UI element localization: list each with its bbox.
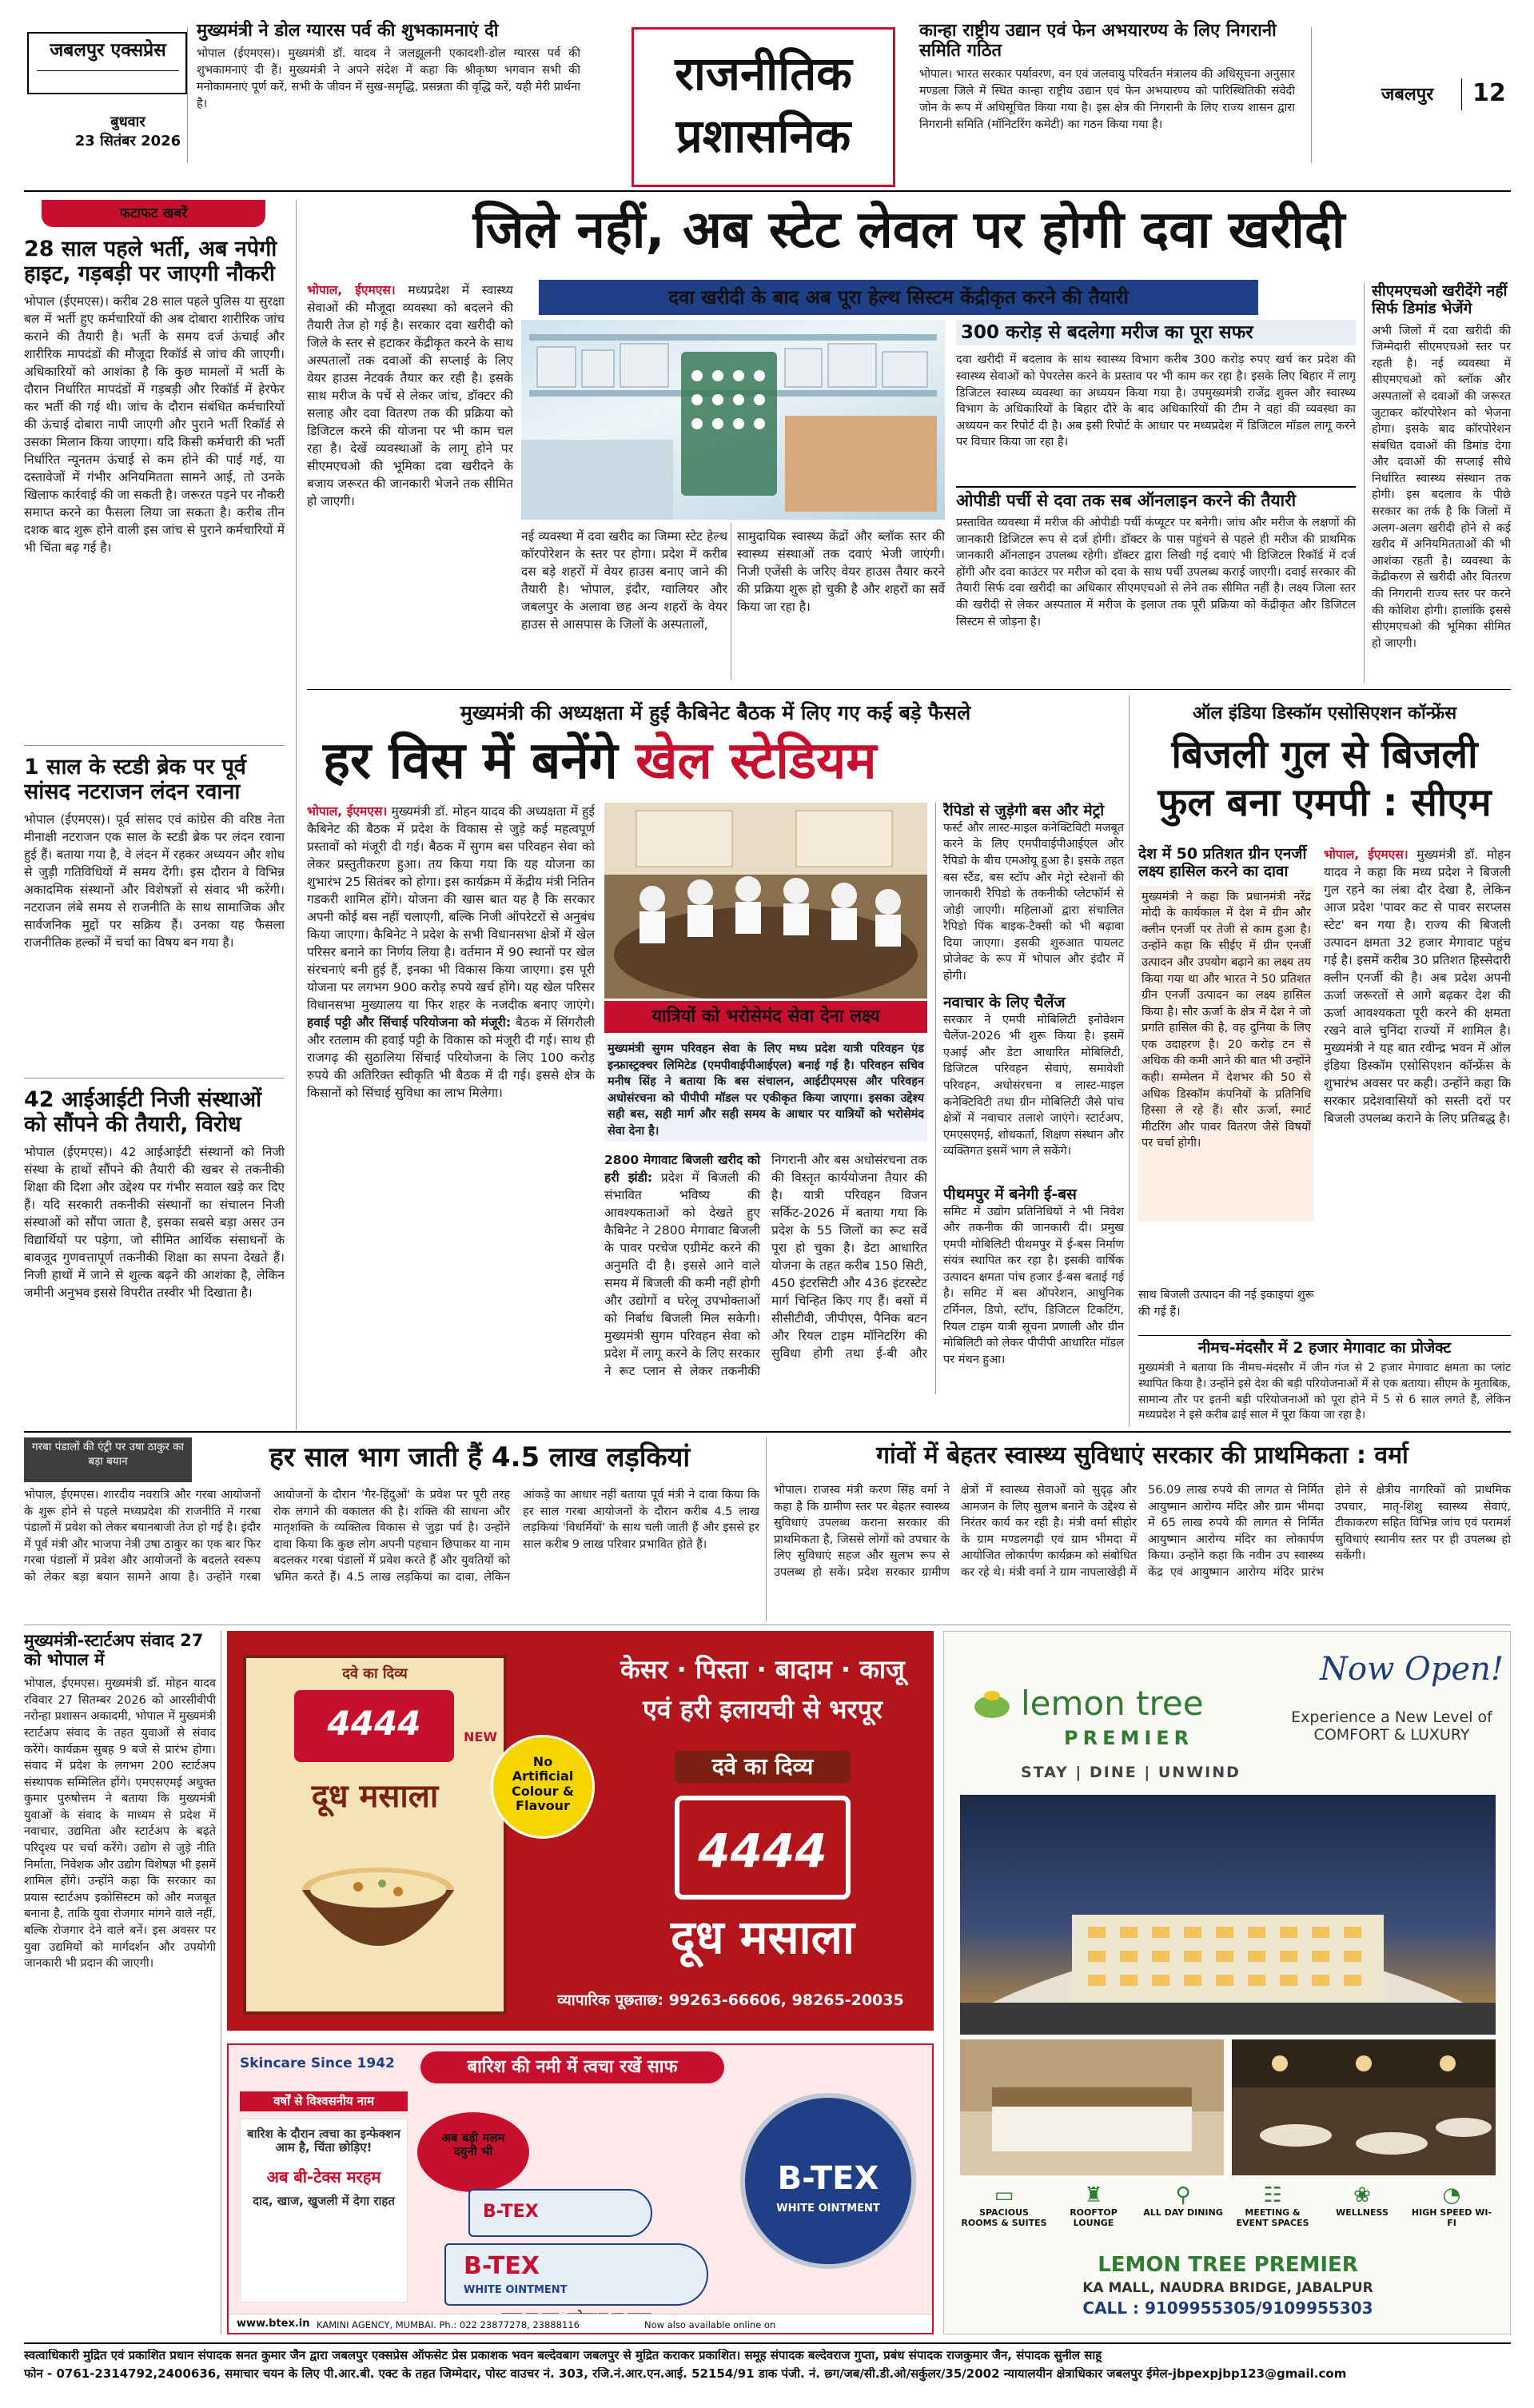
lounge-icon: ♜ bbox=[1084, 2183, 1103, 2207]
tube-sublabel: WHITE OINTMENT bbox=[464, 2284, 568, 2296]
cabinet-meeting-photo bbox=[604, 803, 927, 999]
btex-box-illustration bbox=[240, 2119, 408, 2302]
lead-box2-body: प्रस्तावित व्यवस्था में मरीज की ओपीडी पर्ची कंप्यूटर पर बनेगी। जांच और मरीज के लक्षणों की जानकारी डिजिटल रूप से दर्ज होगी। डॉक्टर के पास पहुंचने से पहले ही मरीज की प्राथमिक जानकारी ऑनलाइन उपलब्ध रहेगी। डॉक्टर द्वारा लिखी गई दवाएं भी डिजिटल रिकॉर्ड में दर्ज होंगी और दवा काउंटर पर मरीज को दवा के साथ पर्ची उपलब्ध कराई जाएगी। दवाई सरकार की तैयारी सिर्फ दवा खरीदी का अधिकार सीएमएचओ से लेने तक सीमित नहीं है। लक्ष्य जिला स्तर की खरीदी से लेकर अस्पताल में मरीज के इलाज तक पूरी प्रक्रिया को केंद्रीकृत और डिजिटल सिस्टम से जोड़ना है। bbox=[956, 516, 1356, 628]
cabinet-headline-black: हर विस में बनेंगे bbox=[323, 732, 618, 791]
btex-company: KAMINI AGENCY, MUMBAI. Ph.: 022 23877278, 23888116 bbox=[317, 2319, 580, 2330]
cabinet-story bbox=[307, 696, 1124, 1427]
neemuch-body: मुख्यमंत्री ने बताया कि नीमच-मंदसौर में जीन गंज से 2 हजार मेगावाट क्षमता का प्लांट स्थापित किया है। उन्होंने इसे देश की बड़ी परियोजनाओं में से एक बताया। सीएम के मुताबिक, सामान्य तौर पर इतनी बड़ी परियोजनाओं को पूरा होने में 5 से 6 साल लगते हैं, लेकिन मध्यप्रदेश ने इसे करीब ढाई साल में पूरा किया जा रहा है। bbox=[1138, 1361, 1511, 1421]
cabinet-headline bbox=[323, 732, 876, 791]
wellness-icon: ❀ bbox=[1353, 2183, 1371, 2207]
teaser-left-headline: मुख्यमंत्री ने डोल ग्यारस पर्व की शुभकामनाएं दी bbox=[197, 21, 499, 41]
btex-line3: दाद, खाज, खुजली में देगा राहत bbox=[253, 2193, 395, 2208]
hotel-contact-block bbox=[1040, 2254, 1416, 2327]
hotel-pillars: STAY | DINE | UNWIND bbox=[1021, 1764, 1241, 1781]
btex-since: Skincare Since 1942 bbox=[240, 2055, 395, 2071]
feature-label: ALL DAY DINING bbox=[1143, 2207, 1223, 2218]
lead-headline: जिले नहीं, अब स्टेट लेवल पर होगी दवा खरीदी bbox=[472, 201, 1345, 260]
power-box-title: देश में 50 प्रतिशत ग्रीन एनर्जी लक्ष्य हासिल करने का दावा bbox=[1138, 845, 1307, 880]
feature-label: SPACIOUS ROOMS & SUITES bbox=[961, 2207, 1047, 2228]
lead-col1 bbox=[307, 281, 513, 681]
masala-tagline1: केसर · पिस्ता · बादाम · काजू bbox=[620, 1654, 905, 1684]
power-headline: बिजली गुल से बिजली फुल बना एमपी : सीएम bbox=[1157, 732, 1492, 825]
cabinet-col2 bbox=[604, 1151, 927, 1391]
cabinet-right-body3: समिट में उद्योग प्रतिनिधियों ने भी निवेश और तकनीक की जानकारी दी। प्रमुख एमपी मोबिलिटी पीथमपुर में ई-बस निर्माण संयंत्र स्थापित कर रहा है। इसकी वार्षिक उत्पादन क्षमता पांच हजार ई-बस बताई गई है। समिट में बस ऑपरेशन, आधुनिक टर्मिनल, डिपो, स्टॉप, डिजिटल टिकटिंग, रियल टाइम यात्री सूचना प्रणाली और ग्रीन मोबिलिटी को लेकर पीपीपी आधारित मॉडल पर मंथन हुआ। bbox=[943, 1205, 1124, 1366]
masala-brand-top: दवे का दिव्य bbox=[675, 1751, 851, 1783]
teaser-left bbox=[197, 21, 580, 113]
lead-box1-title: 300 करोड़ से बदलेगा मरीज का पूरा सफर bbox=[956, 320, 1356, 345]
masala-brand-number: 4444 bbox=[698, 1824, 827, 1878]
brief-item bbox=[24, 755, 285, 1058]
briefs-label: फटाफट खबरें bbox=[42, 200, 265, 227]
lead-box1-body: दवा खरीदी में बदलाव के साथ स्वास्थ्य विभाग करीब 300 करोड़ रुपए खर्च कर प्रदेश की स्वास्थ्य सेवाओं को पेपरलेस करने के प्रस्ताव पर भी काम कर रहा है। इसके लिए बिहार में लागू डिजिटल स्वास्थ्य व्यवस्था का अध्ययन किया गया है। उपमुख्यमंत्री राजेंद्र शुक्ल और स्वास्थ्य विभाग के अधिकारियों के बिहार दौरे के बाद अधिकारियों की टीम ने वहां की व्यवस्था का अध्ययन कर रिपोर्ट दी है। अब इसी रिपोर्ट के आधार पर मध्यप्रदेश में डिजिटल मॉडल लागू करने पर विचार किया जा रहा है। bbox=[956, 353, 1356, 449]
btex-tube-small bbox=[468, 2189, 652, 2237]
cabinet-right-body1: फर्स्ट और लास्ट-माइल कनेक्टिविटी मजबूत करने के लिए एमपीवाईपीआईएल और रैपिडो के बीच एमओयू हुआ है। इसके तहत बस स्टैंड, बस स्टॉप और मेट्रो स्टेशनों की जानकारी रैपिडो के तकनीकी प्लेटफॉर्म से जोड़ी जाएगी। महिलाओं द्वारा संचालित रैपिडो पिंक बाइक-टैक्सी को भी बढ़ावा दिया जाएगा। इसकी शुरुआत पायलट प्रोजेक्ट के रूप में भोपाल और इंदौर में होगी। bbox=[943, 821, 1124, 983]
cabinet-col2-text: प्रदेश में बिजली की संभावित भविष्य की आवश्यकताओं को देखते हुए कैबिनेट ने 2800 मेगावाट बिजली के पावर परचेज एग्रीमेंट करने की अनुमति दी है। इससे आने वाले समय में बिजली की कमी नहीं होगी और उद्योगों व घरेलू उपभोक्ताओं को निर्बाध बिजली मिल सकेगी। मुख्यमंत्री सुगम परिवहन सेवा को प्रदेश में लागू करने के लिए सरकार ने रूट प्लान से लेकर तकनीकी निगरानी और बस अधोसंरचना तक की विस्तृत कार्ययोजना तैयार की है। यात्री परिवहन विजन सर्किट-2026 में बताया गया कि प्रदेश के 55 जिलों का रूट सर्वे पूरा हो चुका है। डेटा आधारित योजना के तहत करीब 150 सिटी, 450 इंटरसिटी और 436 इंटरस्टेट मार्ग चिन्हित किए गए हैं। बसों में सीसीटीवी, जीपीएस, पैनिक बटन और रियल टाइम मॉनिटरिंग की सुविधा होगी तथा ई-बी और bbox=[604, 1153, 927, 1378]
brief-item bbox=[24, 1087, 285, 1407]
power-kicker: ऑल इंडिया डिस्कॉम एसोसिएशन कॉन्फ्रेंस bbox=[1192, 704, 1457, 724]
brief-body: भोपाल (ईएमएस)। 42 आईआईटी संस्थानों को निजी संस्था के हाथों सौंपने की तैयारी की खबर से तकनीकी शिक्षा की दिशा और उद्देश्य पर गंभीर सवाल खड़े कर दिए हैं। यदि सरकारी तकनीकी संस्थानों का संचालन निजी संस्थाओं को सौंपा जाता है, इसका सबसे बड़ा असर उन विद्यार्थियों पर पड़ेगा, जो सीमित आर्थिक संसाधनों के बावजूद गुणवत्तापूर्ण तकनीकी शिक्षा का सपना देखते हैं। निजी हाथों में जाने से शुल्क बढ़ने की आशंका है, लेकिन जमीनी अनुभव इससे विपरीत तस्वीर भी दिखाता है। bbox=[24, 1145, 285, 1301]
hotel-room-photo bbox=[960, 2039, 1224, 2175]
tube-label: B-TEX bbox=[483, 2202, 539, 2222]
cabinet-right-col bbox=[943, 803, 1124, 1394]
lemon-leaf-icon bbox=[968, 1680, 1016, 1728]
lead-box1 bbox=[956, 320, 1356, 492]
imprint-line2: फोन - 0761-2314792,2400636, समाचार चयन के लिए पी.आर.बी. एक्ट के तहत जिम्मेदार, पोस्ट वाउचर नं. 303, रजि.नं.आर.एन.आई. 52154/91 डाक पंजी. नं. छ्ग/जब/सी.डी.ओ/सर्कुलर/35/2002 न्यायालयीन क्षेत्राधिकार जबलपुर ईमेल-jbpexpjbp123@gmail.com bbox=[24, 2367, 1347, 2382]
btex-balloon bbox=[417, 2112, 529, 2192]
teaser-right-body: भोपाल। भारत सरकार पर्यावरण, वन एवं जलवायु परिवर्तन मंत्रालय की अधिसूचना अनुसार मण्डला जिले में स्थित कान्हा राष्ट्रीय उद्यान एवं फेन अभयारण्य को पारिस्थितिकी संवेदी जोन के रूप में अधिसूचित किया गया है। इस क्षेत्र की निगरानी के लिए राज्य शासन द्वारा निगरानी समिति (मॉनिटरिंग कमेटी) का गठन किया गया है। bbox=[919, 67, 1295, 131]
girls-tag: गरबा पंडालों की एंट्री पर उषा ठाकुर का बड़ा बयान bbox=[24, 1437, 192, 1482]
girls-body: भोपाल, ईएमएस। शारदीय नवरात्रि और गरबा आयोजनों के शुरू होने से पहले मध्यप्रदेश की राजनीति में गरबा पंडालों में प्रवेश को लेकर बयानबाजी तेज हो गई है। इंदौर में पूर्व मंत्री और भाजपा नेत्री उषा ठाकुर का एक बार फिर गरबा पंडालों में प्रवेश और आयोजनों के बदलते स्वरूप को लेकर बड़ा बयान सामने आया है। उन्होंने गरबा आयोजनों के दौरान 'गैर-हिंदुओं' के प्रवेश पर पूरी तरह रोक लगाने की वकालत की है। शक्ति की साधना और मातृशक्ति के व्यक्तित्व विकास से जुड़ा पर्व है। उन्होंने दावा किया कि कुछ लोग अपनी पहचान छिपाकर या नाम बदलकर गरबा पंडालों में प्रवेश करते हैं और युवतियों को भ्रमित करते हैं। 4.5 लाख लड़कियां का दावा, लेकिन आंकड़े का आधार नहीं बताया पूर्व मंत्री ने दावा किया कि हर साल गरबा आयोजनों के दौरान करीब 4.5 लाख लड़कियां 'विधर्मियों' के साथ चली जाती हैं और इससे हर साल करीब 9 लाख परिवार प्रभावित होते हैं। bbox=[24, 1489, 759, 1584]
masala-pack bbox=[243, 1655, 507, 2015]
cabinet-right-subhead2: नवाचार के लिए चैलेंज bbox=[943, 993, 1066, 1011]
lead-dateline: भोपाल, ईएमएस। bbox=[307, 283, 396, 297]
hotel-logo-icon bbox=[968, 1680, 1016, 1728]
brief-headline: 42 आईआईटी निजी संस्थाओं को सौंपने की तैयारी, विरोध bbox=[24, 1087, 262, 1138]
hotel-building bbox=[960, 1795, 1496, 2035]
btex-online: Now also available online on bbox=[644, 2319, 776, 2330]
hotel-exterior-photo bbox=[960, 1795, 1496, 2035]
hotel-address: KA MALL, NAUDRA BRIDGE, JABALPUR bbox=[1082, 2279, 1373, 2296]
feature-item bbox=[1408, 2183, 1496, 2228]
startup-headline: मुख्यमंत्री-स्टार्टअप संवाद 27 को भोपाल में bbox=[24, 1631, 204, 1670]
lead-sidebar-title: सीएमएचओ खरीदेंगे नहीं सिर्फ डिमांड भेजेंगे bbox=[1372, 282, 1508, 317]
btex-bottom-bar bbox=[229, 2314, 934, 2334]
btex-web: www.btex.in bbox=[237, 2318, 310, 2330]
restaurant-illustration bbox=[1232, 2039, 1496, 2175]
masala-contact: व्यापारिक पूछताछ: 99263-66606, 98265-20035 bbox=[557, 1991, 904, 2009]
cabinet-col1-subbody: बैठक में सिंगरौली और रतलाम की हवाई पट्टी के विकास को मंजूरी दी गई। साथ ही राजगढ़ की सुठालिया सिंचाई परियोजना के लिए 100 करोड़ रुपये की अतिरिक्त स्वीकृति भी बैठक में दी गई। इससे क्षेत्र के किसानों को सिंचाई सुविधा का लाभ मिलेगा। bbox=[307, 1015, 595, 1100]
cabinet-caption-body: मुख्यमंत्री सुगम परिवहन सेवा के लिए मध्य प्रदेश यात्री परिवहन एंड इन्फ्रास्ट्रक्चर लिमिटेड (एमपीवाईपीआईएल) बनाई गई है। परिवहन सचिव मनीष सिंह ने बताया कि बस संचालन, आईटीएमएस और परिवहन अधोसंरचना को पीपीपी मॉडल पर एकीकृत किया जाएगा। इसका उद्देश्य सही बस, सही मार्ग और सही समय के आधार पर यात्रियों को भरोसेमंद सेवा देना है। bbox=[604, 1038, 927, 1142]
btex-line2: अब बी-टेक्स मरहम bbox=[266, 2167, 381, 2187]
teaser-left-body: भोपाल (ईएमएस)। मुख्यमंत्री डॉ. यादव ने जलझूलनी एकादशी-डोल ग्यारस पर्व की शुभकामनाएं दी हैं। मुख्यमंत्री ने अपने संदेश में कहा कि श्रीकृष्ण भगवान सभी की मनोकामनाएं पूर्ण करें, सभी के जीवन में सुख-समृद्धि, प्रसन्नता की वृद्धि करें, यही मेरी प्रार्थना है। bbox=[197, 47, 580, 111]
pack-product: दूध मसाला bbox=[311, 1778, 439, 1815]
masala-brand-logo bbox=[675, 1796, 851, 1900]
pack-logo bbox=[294, 1690, 454, 1762]
brief-headline: 1 साल के स्टडी ब्रेक पर पूर्व सांसद नटराजन लंदन रवाना bbox=[24, 755, 246, 805]
masthead bbox=[0, 0, 1534, 192]
no-artificial-badge bbox=[491, 1735, 595, 1839]
hotel-restaurant-photo bbox=[1232, 2039, 1496, 2175]
cabinet-right-body2: सरकार ने एमपी मोबिलिटी इनोवेशन चैलेंज-2026 भी शुरू किया है। इसमें एआई और डेटा आधारित मोबिलिटी, डिजिटल परिवहन सेवाएं, समावेशी परिवहन, अधोसंरचना व लास्ट-माइल कनेक्टिविटी तथा ग्रीन मोबिलिटी जैसे पांच क्षेत्रों में नवाचार तलाशे जाएंगे। स्टार्टअप, एमएसएमई, शोधकर्ता, शिक्षण संस्थान और व्यक्तिगत इसमें भाग ले सकेंगे। bbox=[943, 1013, 1124, 1158]
power-tail: साथ बिजली उत्पादन की नई इकाइयां शुरू की गई हैं। bbox=[1138, 1289, 1314, 1318]
masala-product: दूध मसाला bbox=[671, 1910, 855, 1964]
hotel-now-open: Now Open! bbox=[1320, 1651, 1504, 1688]
badge-line: No bbox=[532, 1754, 553, 1769]
lead-col2: नई व्यवस्था में दवा खरीद का जिम्मा स्टेट हेल्थ कॉरपोरेशन के स्तर पर होगा। प्रदेश में करीब दस बड़े शहरों में वेयर हाउस बनाए जाने की तैयारी है। भोपाल, इंदौर, ग्वालियर और जबलपुर के अलावा छह अन्य शहरों के वेयर हाउस से आसपास के जिलों के अस्पतालों, bbox=[521, 529, 727, 632]
health-body: भोपाल। राजस्व मंत्री करण सिंह वर्मा ने कहा है कि ग्रामीण स्तर पर बेहतर स्वास्थ्य सुविधाएं उपलब्ध कराना सरकार की प्राथमिकता है, जिससे लोगों को उपचार के लिए सुविधाएं सहज और सुलभ रूप से उपलब्ध हो सकें। प्रदेश सरकार ग्रामीण क्षेत्रों में स्वास्थ्य सेवाओं को सुदृढ़ और आमजन के लिए सुलभ बनाने के उद्देश्य से निरंतर कार्य कर रही है। मंत्री वर्मा सीहोर के ग्राम मण्डलगढ़ी एवं ग्राम भीमदा में आयोजित लोकार्पण कार्यक्रम को संबोधित कर रहे थे। मंत्री वर्मा ने ग्राम नापलाखेड़ी में 56.09 लाख रुपये की लागत से निर्मित आयुष्मान आरोग्य मंदिर और ग्राम भीमदा में 65 लाख रुपये की लागत से निर्मित आयुष्मान आरोग्य मंदिर का लोकार्पण किया। उन्होंने कहा कि नवीन उप स्वास्थ्य केंद्र एवं आयुष्मान आरोग्य मंदिर प्रारंभ होने से क्षेत्रीय नागरिकों को प्राथमिक उपचार, मातृ-शिशु स्वास्थ्य सेवाएं, टीकाकरण सहित विभिन्न जांच एवं परामर्श सुविधाएं स्थानीय स्तर पर ही उपलब्ध हो सकेंगी। bbox=[774, 1484, 1511, 1579]
imprint-footer bbox=[24, 2349, 1511, 2400]
health-story bbox=[774, 1437, 1511, 1621]
masala-tagline2: एवं हरी इलायची से भरपूर bbox=[643, 1694, 883, 1724]
briefs-column bbox=[24, 200, 285, 1427]
lead-story bbox=[307, 200, 1511, 775]
tube-label: B-TEX bbox=[464, 2252, 540, 2280]
issue-day: बुधवार bbox=[110, 114, 145, 130]
feature-item bbox=[1139, 2183, 1227, 2218]
feature-item bbox=[1050, 2183, 1138, 2228]
cabinet-dateline: भोपाल, ईएमएस। bbox=[307, 804, 388, 819]
badge-line: Colour & bbox=[511, 1783, 574, 1799]
pack-brand-top: दवे का दिव्य bbox=[342, 1665, 408, 1682]
health-headline: गांवों में बेहतर स्वास्थ्य सुविधाएं सरकार की प्राथमिकता : वर्मा bbox=[876, 1441, 1408, 1469]
cabinet-col1 bbox=[307, 803, 595, 1314]
power-col1 bbox=[1324, 846, 1511, 1326]
cabinet-photo-caption: यात्रियों को भरोसेमंद सेवा देना लक्ष्य bbox=[604, 1001, 927, 1033]
badge-line: Artificial bbox=[512, 1768, 574, 1784]
pharmacy-photo bbox=[521, 320, 945, 520]
brief-item bbox=[24, 237, 285, 740]
lead-sidebar-body: अभी जिलों में दवा खरीदी की जिम्मेदारी सीएमएचओ स्तर पर रहती है। नई व्यवस्था में सीएमएचओ को ब्लॉक और अस्पतालों से दवाओं की जरूरत जुटाकर कॉरपोरेशन को भेजना होगा। इसके बाद कॉरपोरेशन संबंधित दवाओं की डिमांड देगा और दवाओं की सप्लाई सीधे निर्धारित स्वास्थ्य संस्थान तक होगी। इस बदलाव के पीछे सरकार का तर्क है कि जिलों में अलग-अलग खरीदी होने से कई खरीद में अनियमितताओं की भी आशंका रहती है। व्यवस्था के केंद्रीकरण से खरीदी और वितरण की निगरानी राज्य स्तर पर करने की कोशिश होगी। हालांकि इससे सीएमएचओ की भूमिका सीमित हो जाएगी। bbox=[1372, 324, 1511, 650]
startup-body: भोपाल, ईएमएस। मुख्यमंत्री डॉ. मोहन यादव रविवार 27 सितम्बर 2026 को आरसीवीपी नरोन्हा प्रशासन अकादमी, भोपाल में मुख्यमंत्री स्टार्टअप संवाद के तहत युवाओं से संवाद करेंगे। कार्यक्रम सुबह 9 बजे से प्रारंभ होगा। संवाद में प्रदेश के लगभग 200 स्टार्टअप संस्थापक सम्मिलित होंगे। एमएसएमई अधुक्त कुमार पुरुषोत्तम ने बताया कि मुख्यमंत्री युवाओं के संवाद के माध्यम से प्रदेश में नवाचार, उद्यमिता और स्टार्टअप के बढ़ते परिदृश्य पर चर्चा करेंगे। उद्योग से जुड़े नीति निर्माता, निवेशक और उद्योग विशेषज्ञ भी इसमें शामिल होंगे। उन्होंने कहा कि सरकार का प्रयास स्टार्टअप इकोसिस्टम को और मजबूत बनाना है, ताकि युवा रोजगार मांगने वाले नहीं, बल्कि रोजगार देने वाले बनें। इस अवसर पर युवा उद्यमियों को मार्गदर्शन और उपयोगी जानकारी भी प्रदान की जाएगी। bbox=[24, 1677, 216, 1971]
girls-headline: हर साल भाग जाती हैं 4.5 लाख लड़कियां bbox=[269, 1441, 691, 1473]
ad-lemon-tree bbox=[943, 1631, 1511, 2334]
brief-body: भोपाल (ईएमएस)। करीब 28 साल पहले पुलिस या सुरक्षा बल में भर्ती हुए कर्मचारियों की अब दोबारा शारीरिक जांच कराने की तैयारी है। भर्ती के समय दर्ज ऊंचाई और शारीरिक मापदंडों की मौजूदा रिकॉर्ड से जांच की जाएगी। अधिकारियों को आशंका है कि कुछ मामलों में भर्ती के दौरान निर्धारित मापदंडों में गड़बड़ी और रिकॉर्ड में हेरफेर कर भर्ती की गई थी। जांच के दौरान संबंधित कर्मचारियों की ऊंचाई दोबारा नापी जाएगी और पुराने भर्ती रिकॉर्ड से उसका मिलान किया जाएगा। यदि किसी कर्मचारी की भर्ती निर्धारित न्यूनतम ऊंचाई से कम होने की पाई गई, या दस्तावेजों में गंभीर अनियमितता सामने आई, तो उनके खिलाफ कार्रवाई की जा सकती है। जरूरत पड़ने पर नौकरी समाप्त करने का फैसला लिया जा सकता है। करीब तीन दशक बाद शुरू होने वाली इस जांच से पुराने कर्मचारियों में भी चिंता बढ़ गई है। bbox=[24, 294, 285, 556]
lead-col3: सामुदायिक स्वास्थ्य केंद्रों और ब्लॉक स्तर की स्वास्थ्य संस्थाओं तक दवाएं भेजी जाएंगी। निजी एजेंसी के जरिए वेयर हाउस तैयार करने की प्रक्रिया शुरू हो चुकी है और शहरों का सर्वे किया जा रहा है। bbox=[737, 529, 945, 614]
btex-line1: बारिश के दौरान त्वचा का इन्फेक्शन आम है, चिंता छोड़िए! bbox=[247, 2127, 400, 2155]
power-story bbox=[1138, 696, 1511, 1427]
tin-sublabel: WHITE OINTMENT bbox=[776, 2203, 880, 2215]
feature-item bbox=[960, 2183, 1048, 2228]
section-title-box bbox=[632, 27, 895, 187]
pack-bowl bbox=[294, 1834, 462, 1986]
hotel-tagline: Experience a New Level of COMFORT & LUXURY bbox=[1291, 1708, 1492, 1744]
hotel-tier: PREMIER bbox=[1064, 1727, 1194, 1749]
teaser-right-headline: कान्हा राष्ट्रीय उद्यान एवं फेन अभयारण्य के लिए निगरानी समिति गठित bbox=[919, 21, 1277, 62]
neemuch-title: नीमच-मंदसौर में 2 हजार मेगावाट का प्रोजेक्ट bbox=[1197, 1339, 1452, 1357]
btex-balloon-text: अब बड़ी मलम दयुनी भी bbox=[441, 2131, 505, 2159]
startup-story bbox=[24, 1631, 216, 2334]
pharmacy-illustration bbox=[521, 320, 945, 520]
badge-line: Flavour bbox=[516, 1798, 570, 1814]
teaser-right bbox=[919, 21, 1295, 134]
brief-headline: 28 साल पहले भर्ती, अब नपेगी हाइट, गड़बड़ी पर जाएगी नौकरी bbox=[24, 237, 277, 287]
btex-headline: बारिश की नमी में त्वचा रखें साफ bbox=[420, 2051, 724, 2083]
paper-name: जबलपुर एक्सप्रेस bbox=[50, 40, 166, 61]
feature-label: MEETING & EVENT SPACES bbox=[1236, 2207, 1309, 2228]
cabinet-right-subhead3: पीथमपुर में बनेगी ई-बस bbox=[943, 1185, 1077, 1203]
ad-doodh-masala bbox=[227, 1631, 934, 2031]
btex-tube-large bbox=[444, 2243, 708, 2306]
cabinet-kicker: मुख्यमंत्री की अध्यक्षता में हुई कैबिनेट बैठक में लिए गए कई बड़े फैसले bbox=[460, 701, 971, 724]
room-illustration bbox=[960, 2039, 1224, 2175]
cabinet-headline-red: खेल स्टेडियम bbox=[636, 732, 877, 791]
pack-logo-number: 4444 bbox=[327, 1704, 421, 1743]
power-box bbox=[1138, 846, 1314, 1222]
feature-label: WELLNESS bbox=[1336, 2207, 1389, 2218]
section-title-line2: प्रशासनिक bbox=[675, 109, 851, 163]
paper-logo bbox=[27, 32, 187, 94]
meeting-illustration bbox=[604, 803, 927, 999]
power-col1-text: मुख्यमंत्री डॉ. मोहन यादव ने कहा कि मध्य प्रदेश ने बिजली गुल रहने का लंबा दौर देखा है, लेकिन आज प्रदेश 'पावर कट से पावर सरप्लस स्टेट' बन गया है। राज्य की बिजली उत्पादन क्षमता 32 हजार मेगावाट पहुंच गई है। इसमें करीब 30 प्रतिशत हिस्सेदारी क्लीन एनर्जी की है। अब प्रदेश अपनी ऊर्जा जरूरतों से आगे बढ़कर देश की ऊर्जा आवश्यकता पूरी करने की क्षमता रखने वाले चुनिंदा राज्यों में शामिल है। मुख्यमंत्री ने यह बात रवीन्द्र भवन में ऑल इंडिया डिस्कॉम एसोसिएशन कॉन्फ्रेंस के शुभारंभ अवसर पर कही। उन्होंने कहा कि सरकार प्रदेशवासियों को सस्ती दरों पर बिजली उपलब्ध कराने के लिए प्रतिबद्ध है। bbox=[1324, 847, 1511, 1126]
feature-label: HIGH SPEED WI-FI bbox=[1411, 2207, 1492, 2228]
lead-box2-title: ओपीडी पर्ची से दवा तक सब ऑनलाइन करने की तैयारी bbox=[956, 486, 1356, 510]
feature-item bbox=[1229, 2183, 1317, 2228]
cabinet-col1-text: मुख्यमंत्री डॉ. मोहन यादव की अध्यक्षता में हुई कैबिनेट की बैठक में प्रदेश के विकास से जुड़े कई महत्वपूर्ण प्रस्तावों को मंजूरी दी गई। बैठक में सुगम बस परिवहन सेवा को लेकर प्रस्तुतीकरण हुआ। तय किया गया कि यह योजना का शुभारंभ 25 सितंबर को होगा। इस कार्यक्रम में केंद्रीय मंत्री नितिन गडकरी शामिल होंगे। योजना की खास बात यह है कि सरकार अपनी कोई बस नहीं चलाएगी, बल्कि निजी ऑपरेटरों से अनुबंध किया जाएगा। कैबिनेट ने प्रदेश के सभी विधानसभा क्षेत्रों में खेल परिसर बनाने का निर्णय लिया है। वर्तमान में 90 स्थानों पर खेल संरचनाएं बनी हुई हैं, इनका भी विकास किया जाएगा। इस पूरी योजना पर लगभग 900 करोड़ रुपये खर्च होंगे। यह खेल परिसर विधानसभा मुख्यालय या फिर शहर के नजदीक बनाए जाएंगे। bbox=[307, 804, 595, 1012]
power-box-body: मुख्यमंत्री ने कहा कि प्रधानमंत्री नरेंद्र मोदी के कार्यकाल में देश में ग्रीन और क्लीन एनर्जी पर तेजी से काम हुआ है। उन्होंने कहा कि सीईए में ग्रीन एनर्जी उत्पादन और उपयोग बढ़ाने का लक्ष्य तय किया गया था और भारत ने 50 प्रतिशत ग्रीन एनर्जी उत्पादन का लक्ष्य हासिल किया है। सौर ऊर्जा के क्षेत्र में देश ने जो प्रगति हासिल की है, वह दुनिया के लिए एक उदाहरण है। 20 करोड़ टन से अधिक की कमी आने की बात भी उन्होंने कही। सम्मेलन में देशभर की 50 से अधिक डिस्कॉम कंपनियों के प्रतिनिधि हिस्सा ले रहे हैं। सौर ऊर्जा, स्मार्ट मीटरिंग और पावर वितरण जैसे विषयों पर चर्चा होगी। bbox=[1138, 886, 1314, 1222]
feature-label: ROOFTOP LOUNGE bbox=[1070, 2207, 1118, 2228]
bed-icon: ▭ bbox=[994, 2183, 1014, 2207]
btex-tin bbox=[740, 2093, 916, 2269]
page-number: 12 bbox=[1472, 79, 1506, 107]
hotel-features bbox=[960, 2183, 1496, 2247]
lead-strap: दवा खरीदी के बाद अब पूरा हेल्थ सिस्टम केंद्रीकृत करने की तैयारी bbox=[539, 280, 1258, 315]
tin-label: B-TEX bbox=[777, 2160, 879, 2197]
lead-sidebar bbox=[1372, 283, 1511, 659]
ad-btex bbox=[227, 2043, 934, 2334]
hotel-brand: lemon tree bbox=[1021, 1684, 1204, 1723]
bowl-icon bbox=[294, 1834, 462, 1986]
meeting-icon: ☷ bbox=[1263, 2183, 1282, 2207]
dining-icon: ⚲ bbox=[1175, 2183, 1191, 2207]
pack-new-label: NEW bbox=[464, 1729, 497, 1744]
section-title-line1: राजनीतिक bbox=[675, 46, 852, 101]
neemuch-item bbox=[1138, 1340, 1511, 1421]
brief-body: भोपाल (ईएमएस)। पूर्व सांसद एवं कांग्रेस की वरिष्ठ नेता मीनाक्षी नटराजन एक साल के स्टडी ब्रेक पर लंदन रवाना हुई हैं। बताया गया है, वे लंदन में रहकर अध्ययन और शोध से जुड़ी गतिविधियों में समय देंगी। इस दौरान वे विभिन्न अकादमिक संस्थानों और विशेषज्ञों से संवाद भी करेंगी। नटराजन लंबे समय से राजनीति के साथ सामाजिक और सार्वजनिक मुद्दों पर सक्रिय हैं। उनका यह फैसला राजनीतिक हल्कों में चर्चा का विषय बन गया है। bbox=[24, 812, 285, 951]
imprint-line1: स्वत्वाधिकारी मुद्रित एवं प्रकाशित प्रधान संपादक सनत कुमार जैन द्वारा जबलपुर एक्सप्रेस ऑफसेट प्रेस प्रकाशक भवन बल्देवबाग जबलपुर से मुद्रित कराकर प्रकाशित। समूह संपादक बल्देवराज गुप्ता, प्रबंध संपादक राजकुमार जैन, संपादक सुनील साहू bbox=[24, 2349, 1102, 2362]
lead-box2 bbox=[956, 486, 1356, 659]
power-dateline: भोपाल, ईएमएस। bbox=[1324, 847, 1408, 862]
issue-date: 23 सितंबर 2026 bbox=[74, 133, 181, 150]
cabinet-col1-subhead: हवाई पट्टी और सिंचाई परियोजना को मंजूरी: bbox=[307, 1015, 512, 1030]
lead-col1-text: मध्यप्रदेश में स्वास्थ्य सेवाओं की मौजूदा व्यवस्था को बदलने की तैयारी तेज हो गई है। सरकार दवा खरीदी को जिले के स्तर से हटाकर केंद्रीकृत करने के साथ अस्पतालों तक दवाओं की सप्लाई के लिए वेयर हाउस नेटवर्क तैयार कर रही है। इसके साथ मरीज के पर्चे से लेकर जांच, डॉक्टर की सलाह और दवा वितरण तक की प्रक्रिया को डिजिटल करने की योजना पर भी काम चल रहा है। देखें व्यवस्थाओं के लागू होने पर सीएमएचओ की भूमिका दवा खरीदने के बजाय जरूरत की जानकारी भेजने तक सीमित हो जाएगी। bbox=[307, 283, 513, 508]
city-label: जबलपुर bbox=[1381, 85, 1434, 105]
cabinet-col2-title: 2800 मेगावाट बिजली खरीद को हरी झंडी: bbox=[604, 1153, 760, 1185]
hotel-name: LEMON TREE PREMIER bbox=[1098, 2253, 1358, 2277]
feature-item bbox=[1318, 2183, 1406, 2218]
hotel-phone: CALL : 9109955305/9109955303 bbox=[1082, 2298, 1373, 2318]
cabinet-right-subhead1: रैपिडो से जुड़ेगी बस और मेट्रो bbox=[943, 803, 1105, 819]
wifi-icon: ◔ bbox=[1442, 2183, 1461, 2207]
btex-trust: वर्षों से विश्वसनीय नाम bbox=[240, 2091, 408, 2111]
